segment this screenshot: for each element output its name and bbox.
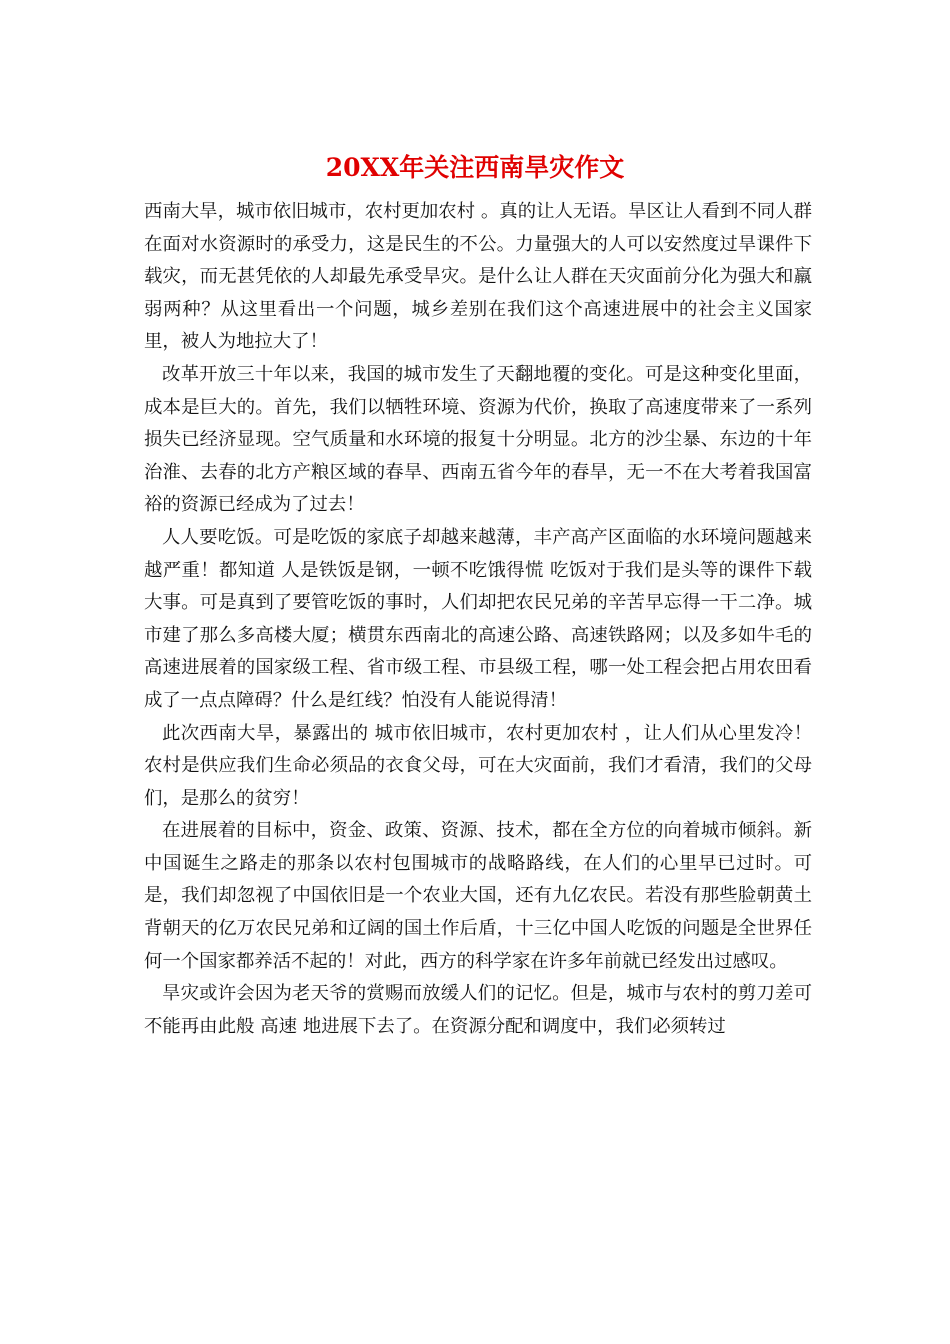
paragraph-5: 在进展着的目标中，资金、政策、资源、技术，都在全方位的向着城市倾斜。新中国诞生之路走的那条以农村包围城市的战略路线，在人们的心里早已过时。可是，我们却忽视了中国依旧是一个农业大国，还有九亿农民。若没有那些脸朝黄土背朝天的亿万农民兄弟和辽阔的国土作后盾，十三亿中国人吃饭的问题是全世界任何一个国家都养活不起的！对此，西方的科学家在许多年前就已经发出过感叹。 — [144, 820, 812, 972]
paragraph-6: 旱灾或许会因为老天爷的赏赐而放缓人们的记忆。但是，城市与农村的剪刀差可不能再由此般 高速 地进展下去了。在资源分配和调度中，我们必须转过 — [144, 983, 812, 1037]
paragraph-3: 人人要吃饭。可是吃饭的家底子却越来越薄，丰产高产区面临的水环境问题越来越严重！都知道 人是铁饭是钢，一顿不吃饿得慌 吃饭对于我们是头等的课件下载大事。可是真到了要管吃饭的事时，人们却把农民兄弟的辛苦早忘得一干二净。城市建了那么多高楼大厦；横贯东西南北的高速公路、高速铁路网；以及多如牛毛的高速进展着的国家级工程、省市级工程、市县级工程，哪一处工程会把占用农田看成了一点点障碍？什么是红线？怕没有人能说得清！ — [144, 526, 812, 711]
paragraph-1: 西南大旱，城市依旧城市，农村更加农村 。真的让人无语。旱区让人看到不同人群在面对水资源时的承受力，这是民生的不公。力量强大的人可以安然度过旱课件下载灾，而无甚凭依的人却最先承受旱灾。是什么让人群在天灾面前分化为强大和羸弱两种？从这里看出一个问题，城乡差别在我们这个高速进展中的社会主义国家里，被人为地拉大了！ — [144, 201, 812, 353]
paragraph-4: 此次西南大旱，暴露出的 城市依旧城市，农村更加农村 ，让人们从心里发冷！农村是供应我们生命必须品的衣食父母，可在大灾面前，我们才看清，我们的父母们，是那么的贫穷！ — [144, 722, 812, 809]
document-body — [144, 196, 812, 1043]
document-title: 20XX年关注西南旱灾作文 — [325, 153, 625, 182]
paragraph-2: 改革开放三十年以来，我国的城市发生了天翻地覆的变化。可是这种变化里面，成本是巨大的。首先，我们以牺牲环境、资源为代价，换取了高速度带来了一系列损失已经济显现。空气质量和水环境的报复十分明显。北方的沙尘暴、东边的十年治淮、去春的北方产粮区域的春旱、西南五省今年的春旱，无一不在大考着我国富裕的资源已经成为了过去！ — [144, 363, 812, 516]
